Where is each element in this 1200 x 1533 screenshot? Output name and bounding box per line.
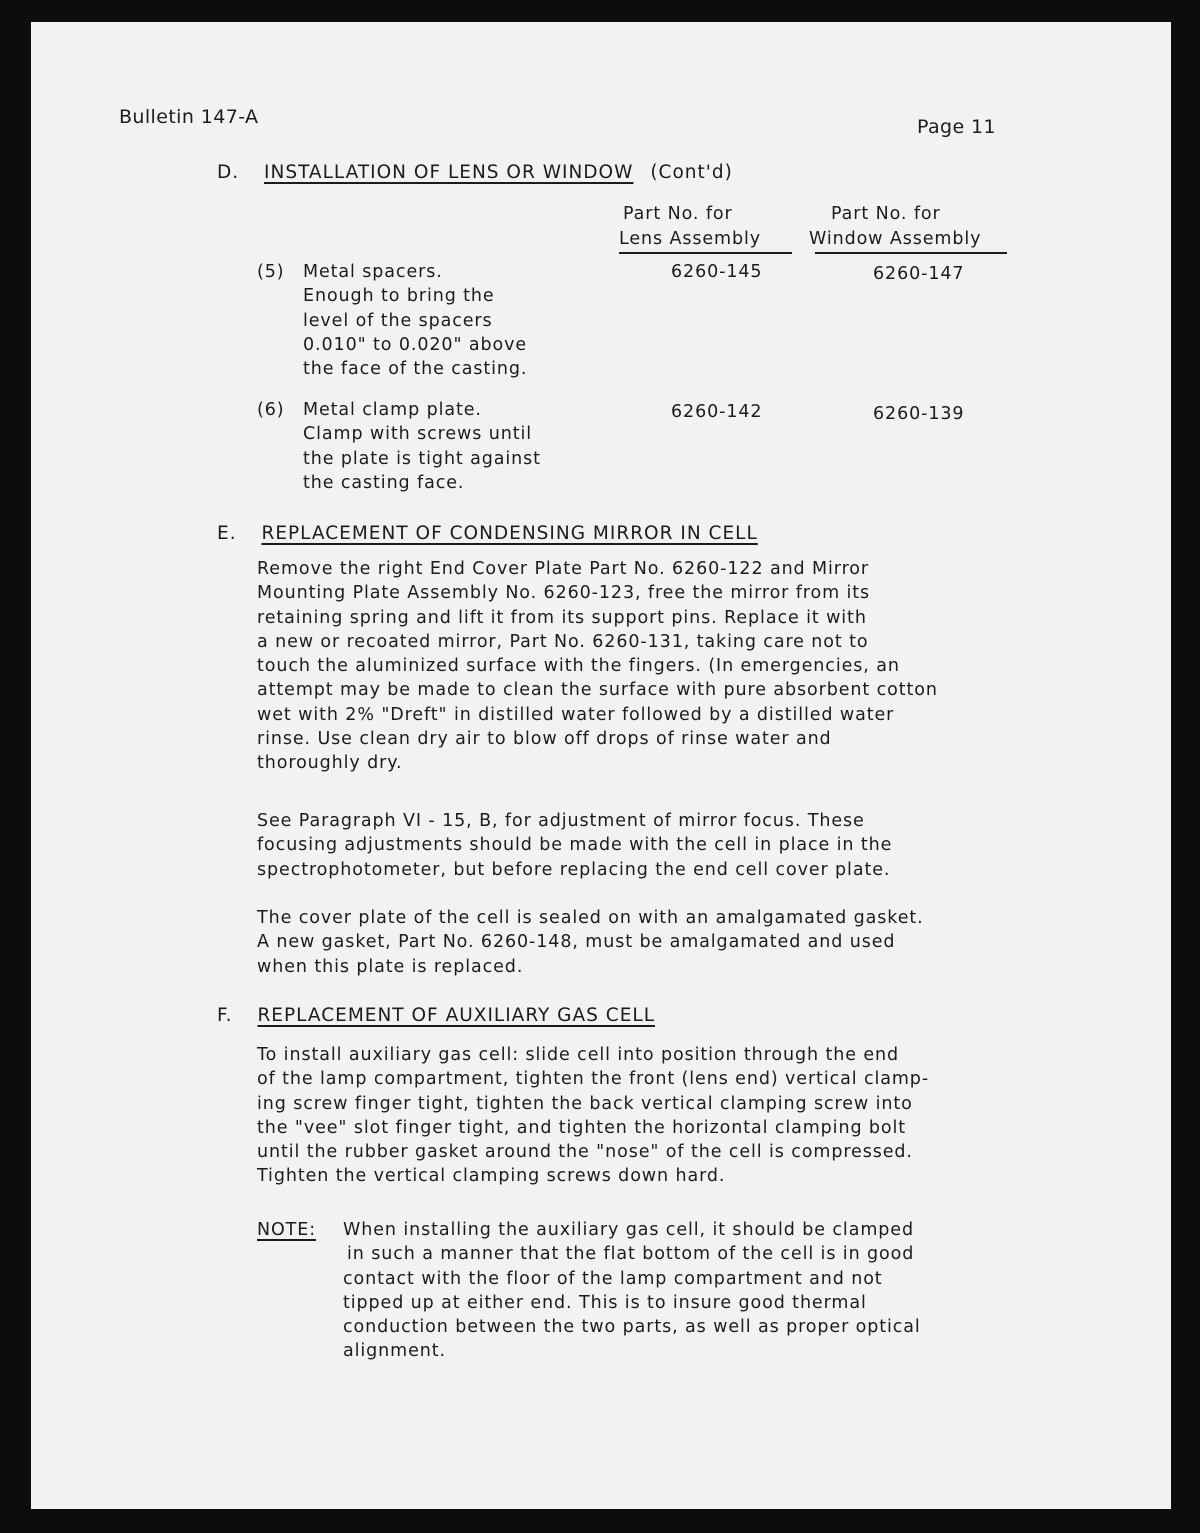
- section-f-letter: F.: [217, 1005, 233, 1026]
- item-5-lens-part: 6260-145: [671, 262, 763, 282]
- section-d-heading: [217, 162, 733, 183]
- page-number: Page 11: [917, 116, 997, 138]
- section-d-letter: D.: [217, 162, 240, 183]
- section-f-title: REPLACEMENT OF AUXILIARY GAS CELL: [257, 1005, 656, 1026]
- item-5-window-part: 6260-147: [873, 264, 965, 284]
- section-f-heading: [217, 1005, 655, 1026]
- note-label: NOTE:: [257, 1220, 317, 1240]
- item-6-lens-part: 6260-142: [671, 402, 763, 422]
- section-d-title: INSTALLATION OF LENS OR WINDOW: [264, 162, 634, 183]
- col-window-header-line2: Window Assembly: [809, 229, 982, 249]
- bulletin-number: Bulletin 147-A: [119, 106, 259, 128]
- col-lens-header-line2: Lens Assembly: [619, 229, 762, 249]
- section-e-paragraph-2: See Paragraph VI - 15, B, for adjustment of mirror focus. These focusing adjustments should be made with the cell in place in the spectrophotometer, but before replacing the end cell cover plate.: [257, 811, 893, 880]
- section-e-title: REPLACEMENT OF CONDENSING MIRROR IN CELL: [261, 523, 758, 544]
- section-e-heading: [217, 523, 758, 544]
- item-5-description: Metal spacers. Enough to bring the level of the spacers 0.010" to 0.020" above the face of the casting.: [303, 262, 528, 380]
- item-6-description: Metal clamp plate. Clamp with screws until the plate is tight against the casting face.: [303, 400, 541, 493]
- section-f-paragraph: To install auxiliary gas cell: slide cell into position through the end of the lamp compartment, tighten the front (lens end) vertical clamp- ing screw finger tight, tighten the back vertical clamping screw into the "vee" slot finger tight, and tighten the horizontal clamping bolt until the rubber gasket around the "nose" of the cell is compressed. Tighten the vertical clamping screws down hard.: [257, 1045, 930, 1187]
- section-d-contd: (Cont'd): [650, 162, 733, 183]
- item-6-window-part: 6260-139: [873, 404, 965, 424]
- item-6-number: (6): [257, 400, 285, 420]
- col-lens-header-line1: Part No. for: [623, 204, 733, 224]
- document-page: [31, 22, 1171, 1509]
- section-e-letter: E.: [217, 523, 237, 544]
- col-window-header-rule: [815, 252, 1007, 254]
- note-body: When installing the auxiliary gas cell, it should be clamped in such a manner that the flat bottom of the cell is in good contact with the floor of the lamp compartment and not tipped up at either end. This is to insure good thermal conduction between the two parts, as well as proper optical alignment.: [343, 1220, 921, 1362]
- section-e-paragraph-3: The cover plate of the cell is sealed on with an amalgamated gasket. A new gasket, Part No. 6260-148, must be amalgamated and used when this plate is replaced.: [257, 908, 924, 977]
- section-e-paragraph-1: Remove the right End Cover Plate Part No. 6260-122 and Mirror Mounting Plate Assembly No. 6260-123, free the mirror from its retaining spring and lift it from its support pins. Replace it with a new or recoated mirror, Part No. 6260-131, taking care not to touch the aluminized surface with the fingers. (In emergencies, an attempt may be made to clean the surface with pure absorbent cotton wet with 2% "Dreft" in distilled water followed by a distilled water rinse. Use clean dry air to blow off drops of rinse water and thoroughly dry.: [257, 559, 938, 774]
- item-5-number: (5): [257, 262, 285, 282]
- col-lens-header-rule: [619, 252, 792, 254]
- col-window-header-line1: Part No. for: [831, 204, 941, 224]
